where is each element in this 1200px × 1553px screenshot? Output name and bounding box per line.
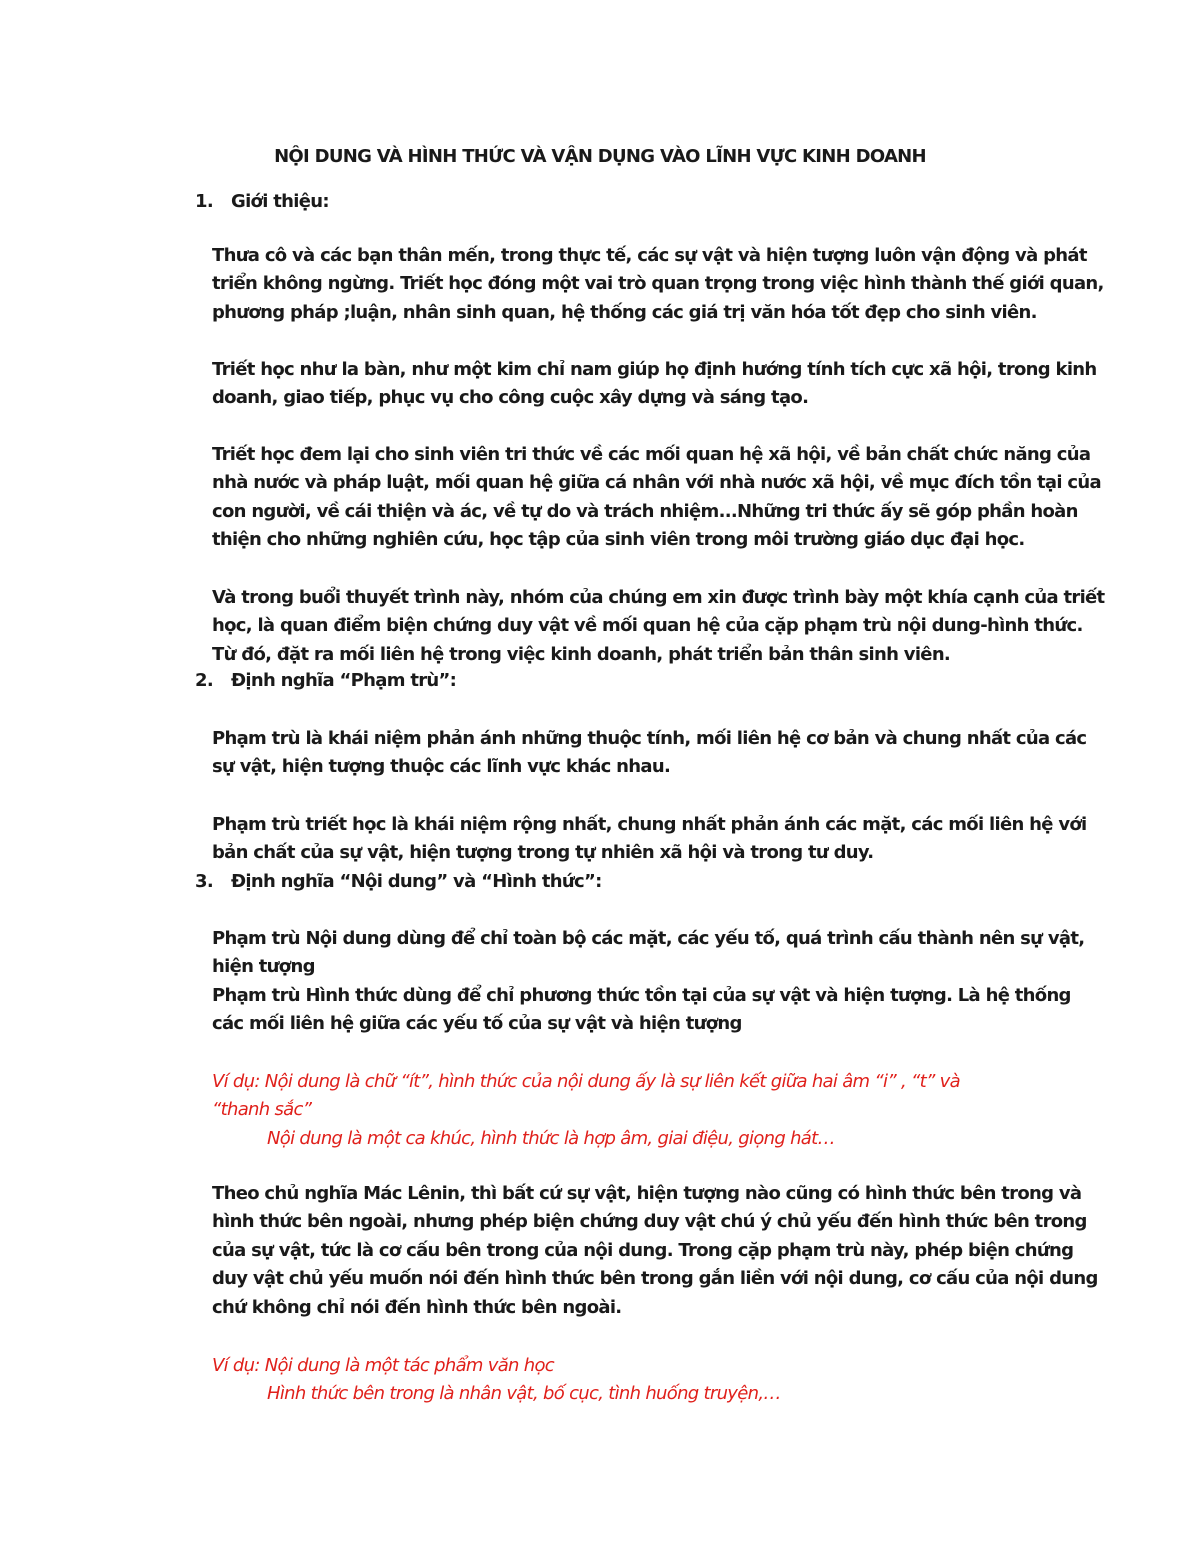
example-line-indented: Hình thức bên trong là nhân vật, bố cục, tình huống truyện,… (267, 1383, 781, 1405)
example-line-indented: Nội dung là một ca khúc, hình thức là hợp âm, giai điệu, giọng hát… (267, 1127, 835, 1149)
text-line: doanh, giao tiếp, phục vụ cho công cuộc xây dựng và sáng tạo. (212, 387, 809, 409)
intro-paragraph-2 (212, 356, 1097, 413)
example-block-1 (212, 1068, 1072, 1153)
text-line: chứ không chỉ nói đến hình thức bên ngoài. (212, 1296, 622, 1318)
text-line: Từ đó, đặt ra mối liên hệ trong việc kinh doanh, phát triển bản thân sinh viên. (212, 643, 951, 665)
text-line: bản chất của sự vật, hiện tượng trong tự nhiên xã hội và trong tư duy. (212, 842, 874, 864)
category-paragraph-2 (212, 811, 1087, 868)
document-title: NỘI DUNG VÀ HÌNH THỨC VÀ VẬN DỤNG VÀO LĨNH VỰC KINH DOANH (274, 146, 926, 167)
section-title: Định nghĩa “Nội dung” và “Hình thức”: (231, 871, 602, 892)
text-line: Theo chủ nghĩa Mác Lênin, thì bất cứ sự vật, hiện tượng nào cũng có hình thức bên trong và (212, 1183, 1082, 1204)
text-line: sự vật, hiện tượng thuộc các lĩnh vực khác nhau. (212, 756, 671, 778)
example-line: Ví dụ: Nội dung là chữ “ít”, hình thức của nội dung ấy là sự liên kết giữa hai âm “i” , “t” và (212, 1071, 960, 1092)
example-block-2 (212, 1352, 1072, 1409)
section-title: Giới thiệu: (231, 191, 329, 212)
text-line: học, là quan điểm biện chứng duy vật về mối quan hệ của cặp phạm trù nội dung-hình thức. (212, 615, 1083, 637)
text-line: phương pháp ;luận, nhân sinh quan, hệ thống các giá trị văn hóa tốt đẹp cho sinh viên. (212, 301, 1037, 323)
text-line: duy vật chủ yếu muốn nói đến hình thức bên trong gắn liền với nội dung, cơ cấu của nội dung (212, 1268, 1098, 1290)
text-line: các mối liên hệ giữa các yếu tố của sự vật và hiện tượng (212, 1013, 742, 1035)
text-line: Và trong buổi thuyết trình này, nhóm của chúng em xin được trình bày một khía cạnh của triết (212, 587, 1105, 608)
intro-paragraph-4 (212, 584, 1105, 669)
text-line: của sự vật, tức là cơ cấu bên trong của nội dung. Trong cặp phạm trù này, phép biện chứng (212, 1239, 1074, 1261)
section-title: Định nghĩa “Phạm trù”: (231, 670, 457, 691)
text-line: Triết học như la bàn, như một kim chỉ nam giúp họ định hướng tính tích cực xã hội, trong kinh (212, 359, 1097, 380)
section-number: 2. (195, 670, 213, 691)
text-line: hiện tượng (212, 956, 315, 978)
text-line: con người, về cái thiện và ác, về tự do và trách nhiệm...Những tri thức ấy sẽ góp phần hoàn (212, 500, 1078, 522)
example-line: Ví dụ: Nội dung là một tác phẩm văn học (212, 1355, 554, 1376)
text-line: Phạm trù Hình thức dùng để chỉ phương thức tồn tại của sự vật và hiện tượng. Là hệ thống (212, 984, 1071, 1006)
text-line: hình thức bên ngoài, nhưng phép biện chứng duy vật chú ý chủ yếu đến hình thức bên trong (212, 1211, 1087, 1233)
text-line: nhà nước và pháp luật, mối quan hệ giữa cá nhân với nhà nước xã hội, về mục đích tồn tại của (212, 472, 1101, 494)
section-number: 3. (195, 871, 213, 892)
content-form-paragraph-1 (212, 925, 1085, 1039)
category-paragraph-1 (212, 725, 1087, 782)
text-line: Thưa cô và các bạn thân mến, trong thực tế, các sự vật và hiện tượng luôn vận động và phát (212, 245, 1087, 266)
intro-paragraph-1 (212, 242, 1104, 327)
text-line: Triết học đem lại cho sinh viên tri thức về các mối quan hệ xã hội, về bản chất chức năng của (212, 444, 1091, 465)
content-form-paragraph-2 (212, 1180, 1098, 1322)
text-line: triển không ngừng. Triết học đóng một vai trò quan trọng trong việc hình thành thế giới quan, (212, 273, 1104, 295)
intro-paragraph-3 (212, 441, 1101, 555)
section-number: 1. (195, 191, 213, 212)
text-line: Phạm trù Nội dung dùng để chỉ toàn bộ các mặt, các yếu tố, quá trình cấu thành nên sự vật, (212, 928, 1085, 949)
example-line: “thanh sắc” (212, 1099, 312, 1121)
text-line: thiện cho những nghiên cứu, học tập của sinh viên trong môi trường giáo dục đại học. (212, 529, 1025, 551)
text-line: Phạm trù là khái niệm phản ánh những thuộc tính, mối liên hệ cơ bản và chung nhất của các (212, 728, 1087, 749)
text-line: Phạm trù triết học là khái niệm rộng nhất, chung nhất phản ánh các mặt, các mối liên hệ với (212, 814, 1087, 835)
